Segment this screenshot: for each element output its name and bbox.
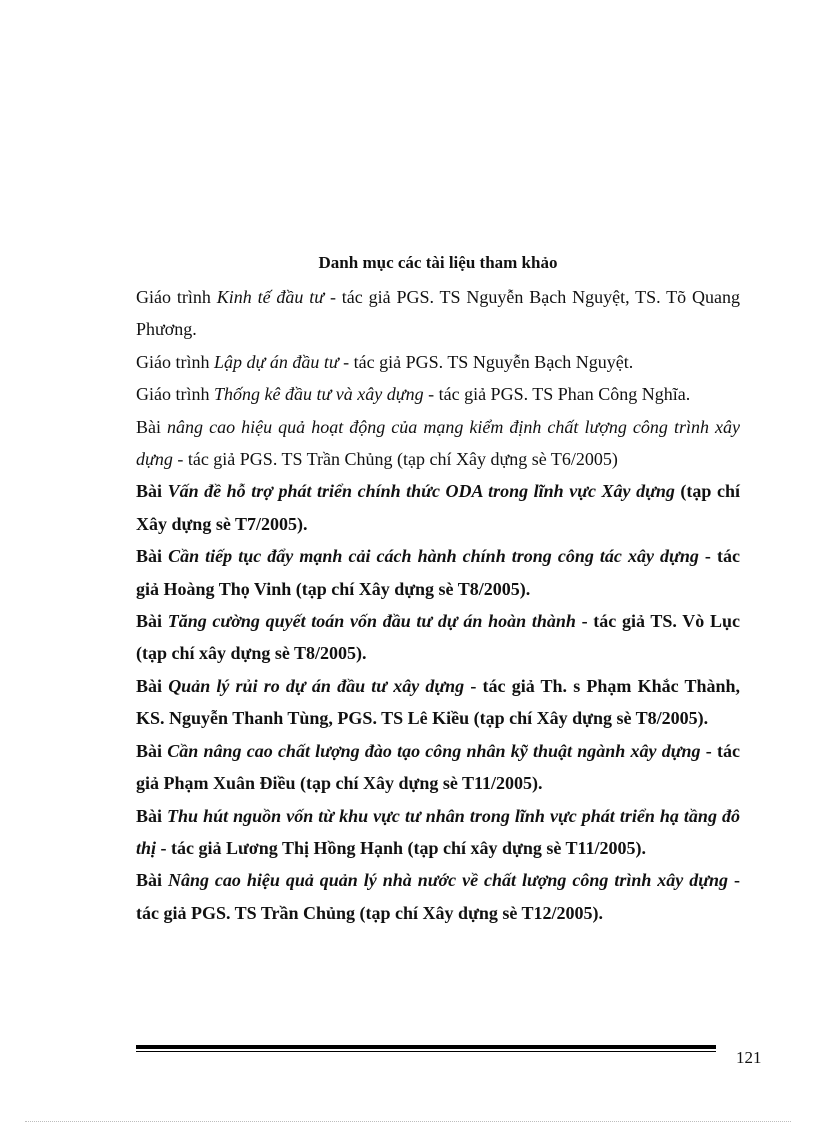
reference-item: [136, 605, 740, 670]
footer-divider-thin: [136, 1051, 716, 1052]
reference-details: - tác giả TS. Vò Lục (tạp chí xây dựng sè T8/2005).: [136, 611, 740, 664]
reference-prefix: Bài: [136, 546, 169, 567]
reference-details: - tác giả Phạm Xuân Điều (tạp chí Xây dựng sè T11/2005).: [136, 740, 740, 794]
reference-item: [136, 800, 740, 865]
reference-title: Lập dự án đầu tư: [214, 351, 339, 372]
page-number: 121: [736, 1048, 762, 1067]
reference-prefix: Giáo trình: [136, 384, 214, 405]
reference-item: [136, 735, 740, 800]
reference-details: - tác giả Hoàng Thọ Vinh (tạp chí Xây dựng sè T8/2005).: [136, 546, 740, 599]
reference-details: - tác giả PGS. TS Phan Công Nghĩa.: [423, 384, 691, 405]
reference-item: [136, 378, 740, 410]
reference-prefix: Bài: [136, 740, 168, 761]
reference-list: [136, 281, 740, 929]
reference-title: Nâng cao hiệu quả quản lý nhà nước về chất lượng công trình xây dựng: [167, 870, 729, 891]
reference-details: - tác giả PGS. TS Nguyễn Bạch Nguyệt, TS. Tõ Quang Phương.: [136, 287, 740, 340]
reference-details: - tác giả PGS. TS Nguyễn Bạch Nguyệt.: [338, 351, 634, 372]
reference-item: [136, 864, 740, 929]
reference-prefix: Bài: [136, 805, 168, 826]
reference-title: Tăng cường quyết toán vốn đầu tư dự án hoàn thành: [167, 611, 576, 632]
reference-prefix: Bài: [136, 611, 168, 632]
reference-title: Thống kê đầu tư và xây dựng: [214, 384, 424, 405]
page-title: Danh mục các tài liệu tham khảo: [318, 253, 558, 272]
reference-title: Thu hút nguồn vốn từ khu vực tư nhân trong lĩnh vực phát triển hạ tầng đô thị: [136, 805, 740, 858]
reference-details: (tạp chí Xây dựng sè T7/2005).: [136, 481, 740, 534]
reference-details: - tác giả Lương Thị Hồng Hạnh (tạp chí xây dựng sè T11/2005).: [156, 837, 647, 858]
reference-prefix: Bài: [136, 870, 168, 891]
reference-item: [136, 670, 740, 735]
reference-item: [136, 411, 740, 476]
reference-details: - tác giả PGS. TS Trần Chủng (tạp chí Xây dựng sè T6/2005): [172, 449, 618, 470]
footer-divider: [136, 1045, 716, 1052]
reference-details: - tác giả PGS. TS Trần Chủng (tạp chí Xây dựng sè T12/2005).: [136, 870, 740, 923]
reference-item: [136, 475, 740, 540]
footer-divider-thick: [136, 1045, 716, 1049]
reference-title: Vấn đề hỗ trợ phát triển chính thức ODA trong lĩnh vực Xây dựng: [167, 481, 675, 502]
reference-title: Cần nâng cao chất lượng đào tạo công nhân kỹ thuật ngành xây dựng: [167, 740, 701, 761]
reference-prefix: Giáo trình: [136, 287, 217, 307]
reference-title: Quản lý rủi ro dự án đầu tư xây dựng: [168, 675, 465, 696]
reference-details: - tác giả Th. s Phạm Khắc Thành, KS. Nguyễn Thanh Tùng, PGS. TS Lê Kiều (tạp chí Xây dựng sè T8/2005).: [136, 675, 740, 729]
reference-item: [136, 346, 740, 378]
page-edge-divider: [25, 1121, 791, 1122]
reference-prefix: Giáo trình: [136, 351, 214, 372]
reference-item: [136, 540, 740, 605]
reference-prefix: Bài: [136, 416, 168, 437]
reference-prefix: Bài: [136, 481, 168, 502]
reference-title: nâng cao hiệu quả hoạt động của mạng kiểm định chất lượng công trình xây dựng: [136, 416, 740, 470]
reference-title: Kinh tế đầu tư: [216, 287, 325, 307]
reference-title: Cần tiếp tục đẩy mạnh cải cách hành chính trong công tác xây dựng: [168, 546, 699, 567]
reference-prefix: Bài: [136, 675, 169, 696]
reference-item: [136, 281, 740, 346]
